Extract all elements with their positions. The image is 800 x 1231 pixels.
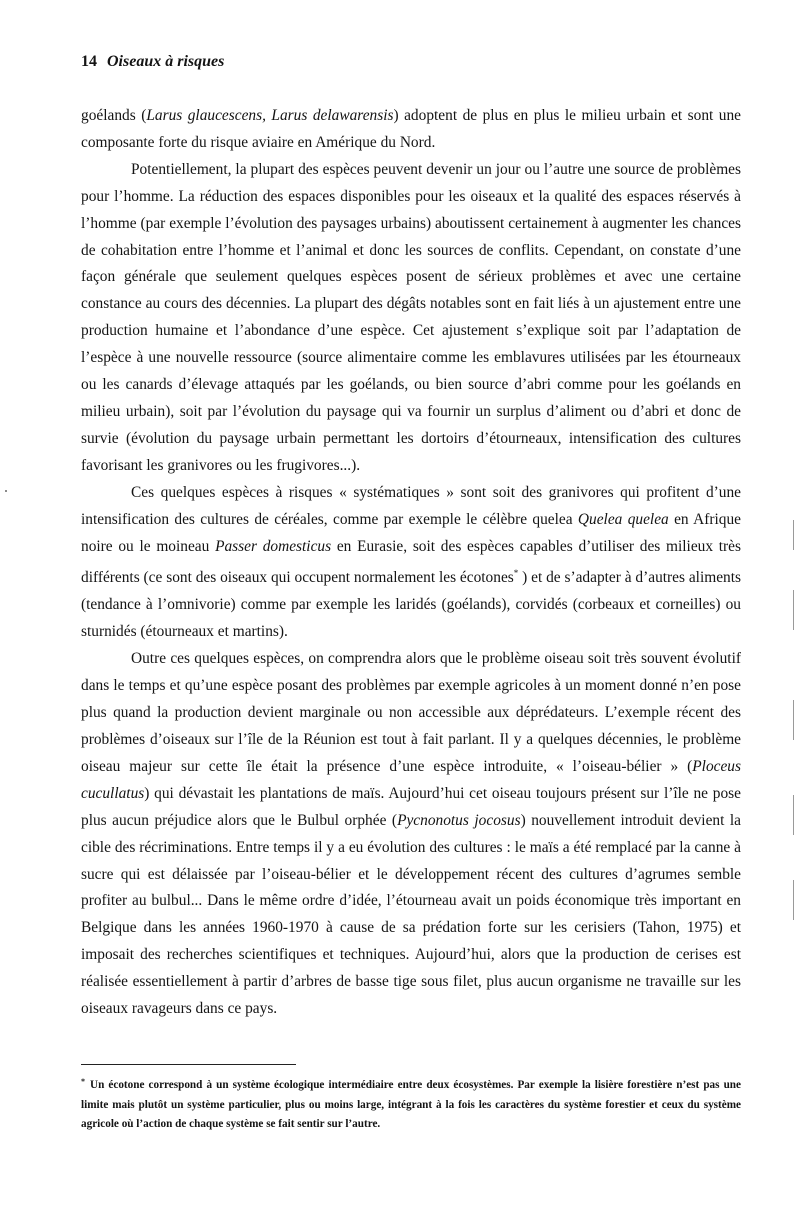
text-run: ) adoptent de plus en plus le milieu urbain et sont une composante forte du risque aviaire en Amérique du Nord. [81, 107, 742, 151]
body-text [81, 103, 741, 1023]
footnote-paragraph [81, 1072, 741, 1135]
scan-speck [5, 490, 7, 492]
text-run: goélands ( [81, 107, 147, 124]
scan-margin-mark [793, 880, 794, 920]
book-title: Oiseaux à risques [107, 53, 225, 70]
italic-text: Larus glaucescens, Larus delawarensis [146, 107, 394, 124]
italic-text: Pycnonotus jocosus [397, 811, 521, 829]
scan-margin-mark [793, 795, 794, 835]
text-run: Outre ces quelques espèces, on comprendra alors que le problème oiseau soit très souvent évolutif dans le temps et qu’une espèce posant des problèmes par exemple agricoles à un moment donné n’en pose plus quand la production devient marginale ou non accessible aux déprédateurs. L’exemple récent des problèmes d’oiseaux sur l’île de la Réunion est tout à fait parlant. Il y a quelques décennies, le problème oiseau majeur sur cette île était la présence d’une espèce introduite, « l’oiseau-bélier » ( [81, 650, 741, 775]
italic-text: Ploceus cucullatus [81, 757, 741, 802]
footnote [81, 1072, 741, 1135]
italic-text: Quelea quelea [577, 510, 669, 528]
footnote-text: Un écotone correspond à un système écologique intermédiaire entre deux écosystèmes. Par exemple la lisière forestière n’est pas une limite mais plutôt un système particulier, plus ou moins large, intégrant à la fois les caractères du système forestier et ceux du système agricole où l’action de chaque système se fait sentir sur l’autre. [81, 1079, 741, 1130]
text-run: Ces quelques espèces à risques « systématiques » sont soit des granivores qui profitent d’une intensification des cultures de céréales, comme par exemple le célèbre quelea [81, 483, 741, 528]
running-header [81, 52, 224, 72]
text-run: Potentiellement, la plupart des espèces peuvent devenir un jour ou l’autre une source de problèmes pour l’homme. La réduction des espaces disponibles pour les oiseaux et la qualité des espaces réservés à l’homme (par exemple l’évolution des paysages urbains) aboutissent certainement à augmenter les chances de cohabitation entre l’homme et l’animal et donc les sources de conflits. Cependant, on constate d’une façon générale que seulement quelques espèces posent de sérieux problèmes et avec une certaine constance au cours des décennies. La plupart des dégâts notables sont en fait liés à un ajustement entre une production humaine et l’abondance d’une espèce. Cet ajustement s’explique soit par l’adaptation de l’espèce à une nouvelle ressource (source alimentaire comme les emblavures utilisées par les étourneaux ou les canards d’élevage attaqués par les goélands, ou bien source d’abri comme pour les goélands en milieu urbain), soit par l’évolution du paysage qui va fournir un surplus d’aliment ou d’abri et donc de survie (évolution du paysage urbain permettant les dortoirs d’étourneaux, intensification des cultures favorisant les granivores ou les frugivores...). [81, 160, 741, 474]
text-run: ) et de s’adapter à d’autres aliments (tendance à l’omnivorie) comme par exemple les laridés (goélands), corvidés (corbeaux et corneilles) ou sturnidés (étourneaux et martins). [81, 569, 741, 641]
body-paragraph [81, 646, 741, 1023]
footnote-reference: * [513, 568, 519, 579]
scan-margin-mark [793, 520, 794, 550]
text-run: en Afrique noire ou le moineau [81, 510, 741, 555]
body-paragraph [81, 157, 741, 480]
footnote-marker: * [81, 1077, 85, 1086]
body-paragraph [81, 103, 741, 157]
text-run: ) nouvellement introduit devient la cible des récriminations. Entre temps il y a eu évolution des cultures : le maïs a été remplacé par la canne à sucre qui est délaissée par l’oiseau-bélier et le développement récent des cultures d’agrumes semble profiter au bulbul... Dans le même ordre d’idée, l’étourneau avait un poids économique très important en Belgique dans les années 1960-1970 à cause de sa prédation forte sur les cerisiers (Tahon, 1975) et imposait des recherches scientifiques et techniques. Aujourd’hui, alors que la production de cerises est réalisée essentiellement à partir d’arbres de basse tige sous filet, plus aucun organisme ne travaille sur les oiseaux ravageurs dans ce pays. [81, 811, 742, 1018]
footnote-divider [81, 1064, 296, 1065]
text-run: ) qui dévastait les plantations de maïs. Aujourd’hui cet oiseau toujours présent sur l’île ne pose plus aucun préjudice alors que le Bulbul orphée ( [81, 784, 741, 829]
scan-margin-mark [793, 700, 794, 740]
text-run: en Eurasie, soit des espèces capables d’utiliser des milieux très différents (ce sont des oiseaux qui occupent normalement les écotones [81, 537, 742, 587]
scan-margin-mark [793, 590, 794, 630]
body-paragraph [81, 480, 741, 647]
page-number: 14 [81, 53, 97, 70]
italic-text: Passer domesticus [215, 537, 332, 555]
